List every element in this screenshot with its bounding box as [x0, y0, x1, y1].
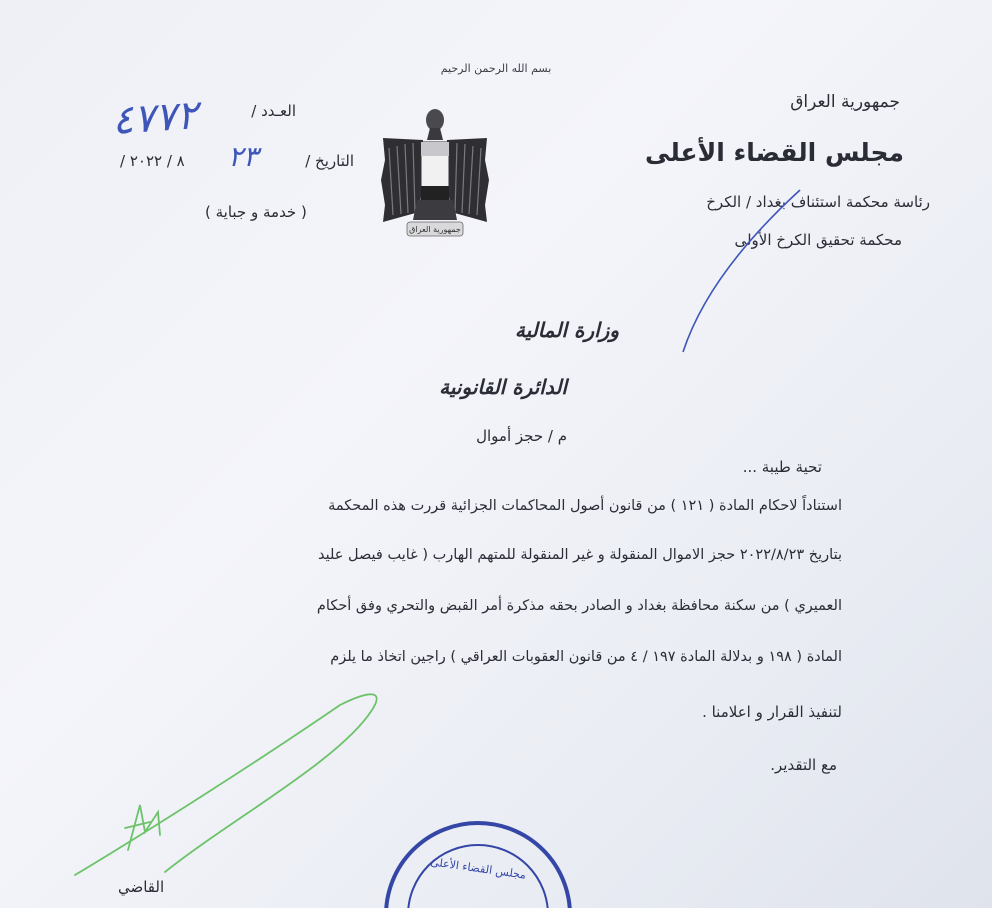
- handwritten-date-day: ٢٣: [228, 140, 259, 173]
- body-line-1: استناداً لاحكام المادة ( ١٢١ ) من قانون أصول المحاكمات الجزائية قررت هذه المحكمة: [328, 498, 842, 514]
- greeting: تحية طيبة ...: [742, 458, 822, 476]
- appeal-court-presidency: رئاسة محكمة استئناف بغداد / الكرخ: [706, 193, 930, 211]
- handwritten-number: ٤٧٧٢: [110, 92, 200, 144]
- subject-line: م / حجز أموال: [476, 427, 567, 445]
- date-label: التاريخ /: [305, 152, 354, 170]
- recipient-department: الدائرة القانونية: [439, 375, 567, 399]
- stamp-text: مجلس القضاء الأعلى: [429, 855, 527, 882]
- body-line-3: العميري ) من سكنة محافظة بغداد و الصادر بحقه مذكرة أمر القبض والتحري وفق أحكام: [316, 598, 842, 614]
- council-name: مجلس القضاء الأعلى: [645, 138, 904, 167]
- country-name: جمهورية العراق: [790, 92, 900, 112]
- basmala: بسم الله الرحمن الرحيم: [440, 62, 552, 75]
- signature-title: القاضي: [118, 878, 165, 896]
- recipient-ministry: وزارة المالية: [514, 318, 619, 342]
- number-label: العـدد /: [251, 102, 296, 120]
- closing: مع التقدير.: [770, 756, 837, 774]
- body-line-2: بتاريخ ٢٠٢٢/٨/٢٣ حجز الاموال المنقولة و غير المنقولة للمتهم الهارب ( غايب فيصل عليد: [317, 547, 842, 563]
- service-note: ( خدمة و جباية ): [205, 203, 307, 221]
- body-line-5: لتنفيذ القرار و اعلامنا .: [702, 703, 842, 721]
- green-signature-icon: [75, 694, 377, 875]
- printed-date: / ٨ / ٢٠٢٢: [120, 152, 185, 170]
- emblem-caption: جمهورية العراق: [409, 225, 461, 234]
- body-line-4: المادة ( ١٩٨ و بدلالة المادة ١٩٧ / ٤ من قانون العقوبات العراقي ) راجين اتخاذ ما يلزم: [330, 649, 842, 665]
- blue-pen-stroke: [683, 190, 800, 352]
- investigation-court-name: محكمة تحقيق الكرخ الأولى: [734, 231, 902, 249]
